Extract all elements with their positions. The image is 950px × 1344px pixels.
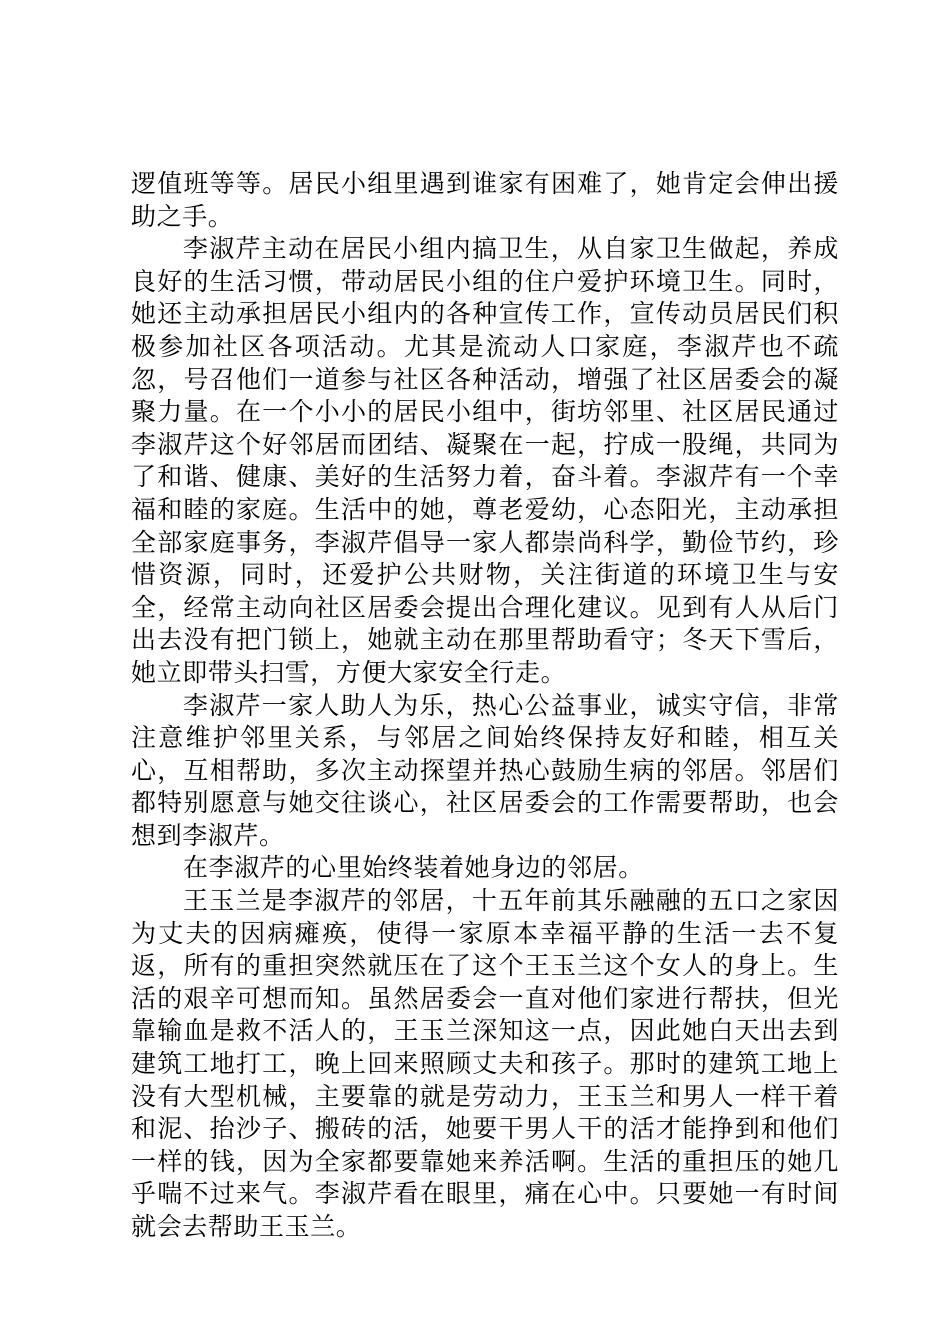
- document-body: [131, 168, 839, 1244]
- paragraph-continuation: 逻值班等等。居民小组里遇到谁家有困难了，她肯定会伸出援助之手。: [131, 169, 839, 231]
- paragraph-neighbors-in-heart: 在李淑芹的心里始终装着她身边的邻居。: [183, 853, 644, 883]
- paragraph-hygiene-and-family: 李淑芹主动在居民小组内搞卫生，从自家卫生做起，养成良好的生活习惯，带动居民小组的住户爱护环境卫生。同时，她还主动承担居民小组内的各种宣传工作，宣传动员居民们积极参加社区各项活动。尤其是流动人口家庭，李淑芹也不疏忽，号召他们一道参与社区各种活动，增强了社区居委会的凝聚力量。在一个小小的居民小组中，街坊邻里、社区居民通过李淑芹这个好邻居而团结、凝聚在一起，拧成一股绳，共同为了和谐、健康、美好的生活努力着，奋斗着。李淑芹有一个幸福和睦的家庭。生活中的她，尊老爱幼，心态阳光，主动承担全部家庭事务，李淑芹倡导一家人都崇尚科学，勤俭节约，珍惜资源，同时，还爱护公共财物，关注街道的环境卫生与安全，经常主动向社区居委会提出合理化建议。见到有人从后门出去没有把门锁上，她就主动在那里帮助看守；冬天下雪后，她立即带头扫雪，方便大家安全行走。: [131, 234, 839, 687]
- paragraph-helping-others: 李淑芹一家人助人为乐，热心公益事业，诚实守信，非常注意维护邻里关系，与邻居之间始终保持友好和睦，相互关心，互相帮助，多次主动探望并热心鼓励生病的邻居。邻居们都特别愿意与她交往谈心，社区居委会的工作需要帮助，也会想到李淑芹。: [131, 690, 839, 850]
- paragraph-wang-yulan: 王玉兰是李淑芹的邻居，十五年前其乐融融的五口之家因为丈夫的因病瘫痪，使得一家原本幸福平静的生活一去不复返，所有的重担突然就压在了这个王玉兰这个女人的身上。生活的艰辛可想而知。虽然居委会一直对他们家进行帮扶，但光靠输血是救不活人的，王玉兰深知这一点，因此她白天出去到建筑工地打工，晚上回来照顾丈夫和孩子。那时的建筑工地上没有大型机械，主要靠的就是劳动力，王玉兰和男人一样干着和泥、抬沙子、搬砖的活，她要干男人干的活才能挣到和他们一样的钱，因为全家都要靠她来养活啊。生活的重担压的她几乎喘不过来气。李淑芹看在眼里，痛在心中。只要她一有时间就会去帮助王玉兰。: [131, 886, 839, 1241]
